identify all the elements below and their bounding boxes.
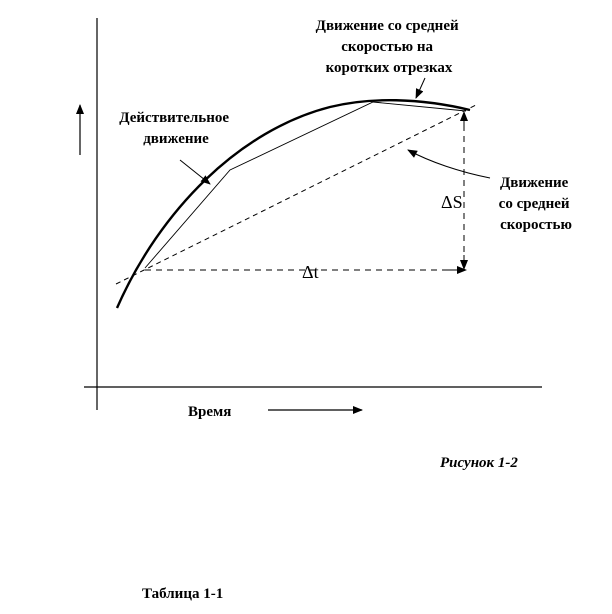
delta-t-label: Δt xyxy=(302,262,319,282)
actual-motion-leader xyxy=(180,160,210,184)
time-axis-label: Время xyxy=(188,404,232,420)
short-segment-chords xyxy=(145,102,466,268)
table-caption: Таблица 1-1 xyxy=(142,586,224,602)
delta-s-label: ΔS xyxy=(441,192,463,212)
short-segments-leader xyxy=(416,78,425,98)
figure-caption: Рисунок 1-2 xyxy=(440,455,518,471)
avg-motion-leader xyxy=(408,150,490,178)
avg-motion-label: Движение со средней скоростью xyxy=(498,175,572,233)
actual-motion-label: Действительное движение xyxy=(119,110,229,147)
short-segments-label: Движение со средней скоростью на коротких отрезках xyxy=(315,18,459,76)
